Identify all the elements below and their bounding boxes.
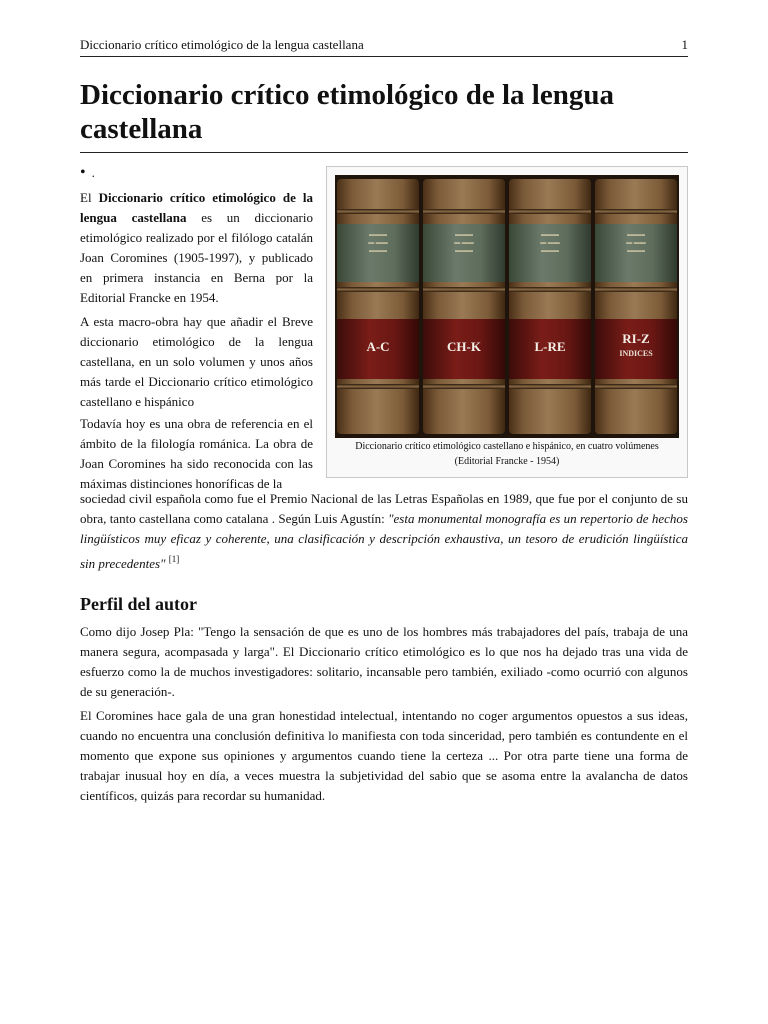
spine-gold-lettering-icon: ▬▬▬ ▬ ▬▬ ▬▬▬ <box>368 232 388 254</box>
running-title: Diccionario crítico etimológico de la lengua castellana <box>80 37 364 52</box>
book-spine-3 <box>509 179 591 434</box>
bullet-icon: • <box>80 164 86 181</box>
page-header <box>80 36 688 57</box>
quote-luis-agustin: "esta monumental monografía es un repertorio de hechos lingüísticos muy eficaz y coherente, una clasificación y descripción exhaustiva, un tesoro de erudición lingüística sin precedentes" <box>80 511 688 571</box>
spine-sublabel-4: INDICES <box>619 349 653 358</box>
book-spine-1 <box>337 179 419 434</box>
paragraph-intro-rest: es un diccionario etimológico realizado por el filólogo catalán Joan Coromines (1905-1997), y publicado en primera instancia en Berna por la Editorial Francke en 1954. <box>80 210 313 305</box>
page-number: 1 <box>681 37 688 52</box>
paragraph-intro-bold: Diccionario crítico etimológico de la lengua castellana <box>80 190 313 225</box>
book-spine-2 <box>423 179 505 434</box>
paragraph-josep-pla: Como dijo Josep Pla: "Tengo la sensación de que es uno de los hombres más trabajadores del país, trabaja de una manera segura, acompasada y larga". El Diccionario crítico etimológico es lo que nos ha dejado tras una vida de esfuerzo como la de muchos investigadores: solitario, incansable pero también, exiliado -como ocurrió con algunos de su generación-. <box>80 624 688 699</box>
figure-caption-line1: Diccionario crítico etimológico castellano e hispánico, en cuatro volúmenes <box>355 441 659 452</box>
spine-gold-lettering-icon: ▬▬▬ ▬ ▬▬ ▬▬▬ <box>626 232 646 254</box>
article-title <box>80 78 688 153</box>
spine-gold-lettering-icon: ▬▬▬ ▬ ▬▬ ▬▬▬ <box>454 232 474 254</box>
books-image[interactable] <box>335 175 679 438</box>
figure-caption <box>335 439 679 469</box>
paragraph-referencia: Todavía hoy es una obra de referencia en el ámbito de la filología románica. La obra de Joan Coromines ha sido reconocida con las máximas distinciones honoríficas de la <box>80 416 313 491</box>
paragraph-intro-lead: El <box>80 190 99 205</box>
spine-label-2: CH-K <box>447 339 481 354</box>
bullet-text: . <box>91 165 95 180</box>
paragraph-intro <box>80 188 313 308</box>
section-heading-perfil: Perfil del autor <box>80 594 197 614</box>
bullet-line <box>80 164 95 182</box>
spine-label-4: RI-Z <box>622 331 650 346</box>
book-spine-4 <box>595 179 677 434</box>
paragraph-macro-obra: A esta macro-obra hay que añadir el Breve diccionario etimológico de la lengua castellana, en un solo volumen y unos años más tarde el Diccionario crítico etimológico castellano e hispánico <box>80 314 313 409</box>
article-title-line1: Diccionario crítico etimológico de la lengua <box>80 79 614 111</box>
paragraph-referencia-continued <box>80 489 688 574</box>
spine-label-3: L-RE <box>534 339 566 354</box>
article-title-line2: castellana <box>80 113 203 145</box>
spine-label-1: A-C <box>366 339 390 354</box>
reference-link-1[interactable]: [1] <box>168 554 180 564</box>
figure-volumes <box>326 166 688 478</box>
paragraph-honestidad: El Coromines hace gala de una gran honestidad intelectual, intentando no coger argumentos opuestos a sus ideas, cuando no encuentra una conclusión definitiva lo manifiesta con toda sinceridad, pero también es contundente en el momento que expone sus opiniones y argumentos cuando tiene la certeza ... Por otra parte tiene una forma de trabajar inusual hoy en día, a veces muestra la subjetividad del sabio que se asoma entre la avalancha de datos científicos, quizás para recordar su humanidad. <box>80 708 688 803</box>
figure-caption-line2: (Editorial Francke - 1954) <box>454 456 560 467</box>
paragraph-referencia-wide: sociedad civil española como fue el Premio Nacional de las Letras Españolas en 1989, que fue por el conjunto de su obra, tanto castellana como catalana . Según Luis Agustín: <box>80 491 688 526</box>
spine-gold-lettering-icon: ▬▬▬ ▬ ▬▬ ▬▬▬ <box>540 232 560 254</box>
